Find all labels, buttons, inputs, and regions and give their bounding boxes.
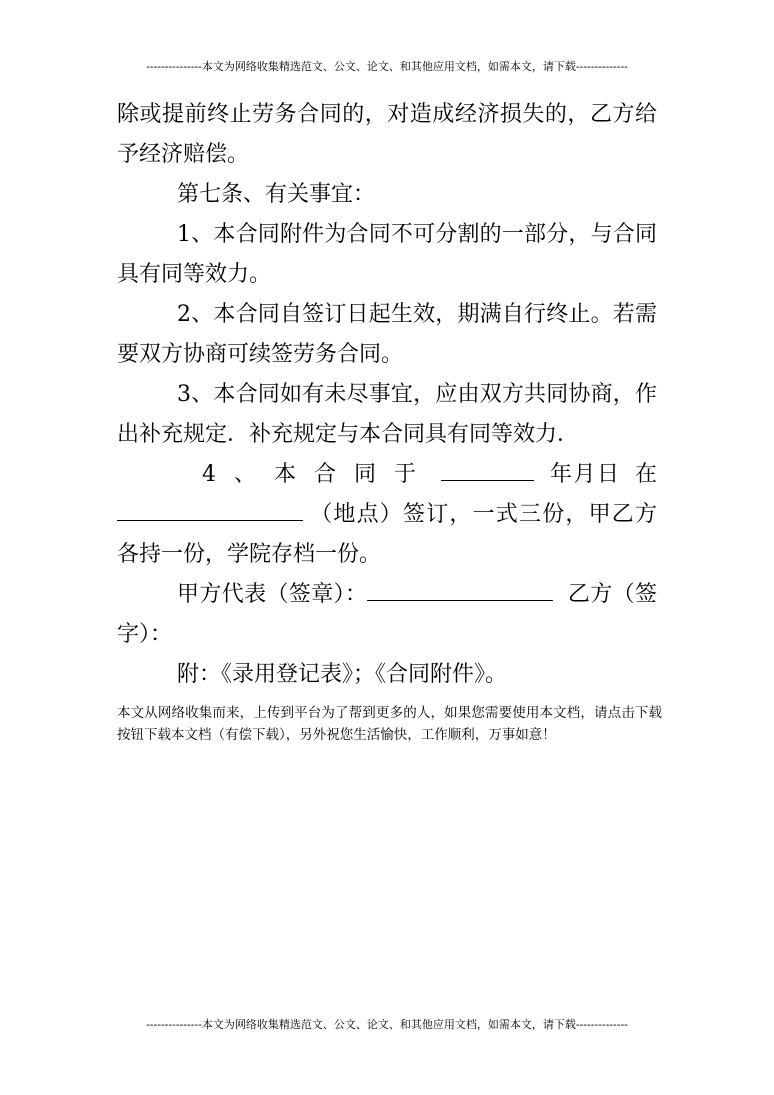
party-a-signature-blank [367,599,553,601]
item-4-day: 日在 [596,462,673,487]
page-header: ---------------本文为网络收集精选范文、公文、论文、和其他应用文档，如需本文，请下载-------------- [146,60,628,73]
page-footer: ---------------本文为网络收集精选范文、公文、论文、和其他应用文档，如需本文，请下载-------------- [146,1018,628,1031]
item-4-month: 月 [573,462,596,487]
signature-line [117,575,657,655]
attachments-line: 附：《录用登记表》；《合同附件》。 [177,662,508,687]
article-7-item-1: 1、本合同附件为合同不可分割的一部分，与合同具有同等效力。 [117,222,657,287]
paragraph-termination-compensation: 除或提前终止劳务合同的，对造成经济损失的，乙方给予经济赔偿。 [117,102,657,167]
article-7-item-2: 2、本合同自签订日起生效，期满自行终止。若需要双方协商可续签劳务合同。 [117,302,657,367]
date-blank [441,479,534,481]
item-4-year: 年 [549,462,572,487]
location-blank [117,519,303,521]
party-a-signature-label: 甲方代表（签章）： [177,582,368,607]
item-4-prefix: 4、本合同于 [202,462,434,487]
article-7-item-4 [117,455,673,575]
party-b-signature-label: 乙方（签字）： [117,582,657,647]
download-note: 本文从网络收集而来，上传到平台为了帮到更多的人，如果您需要使用本文档，请点击下载按钮下载本文档（有偿下载），另外祝您生活愉快，工作顺利，万事如意！ [117,705,662,743]
document-body [117,95,673,695]
article-7-title: 第七条、有关事宜： [177,182,376,207]
article-7-item-3: 3、本合同如有未尽事宜，应由双方共同协商，作出补充规定．补充规定与本合同具有同等效力． [117,382,657,447]
item-4-suffix: （地点）签订，一式三份，甲乙方各持一份，学院存档一份。 [117,502,657,567]
